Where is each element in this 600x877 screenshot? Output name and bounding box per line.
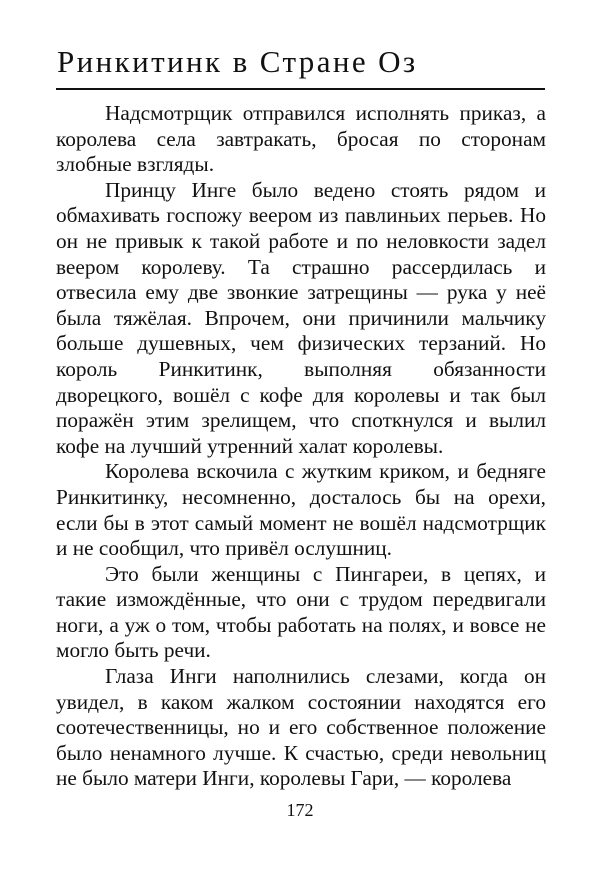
paragraph: Надсмотрщик отправился исполнять приказ, а королева села завтракать, бросая по сторонам злобные взгляды. <box>56 101 546 177</box>
page-number: 172 <box>286 800 314 820</box>
running-title: Ринкитинк в Стране Оз <box>57 44 418 79</box>
paragraph: Королева вскочила с жутким криком, и бедняге Ринкитинку, несомненно, досталось бы на орехи, если бы в этот самый момент не вошёл надсмотрщик и не сообщил, что привёл ослушниц. <box>56 459 546 561</box>
paragraph: Принцу Инге было ведено стоять рядом и обмахивать госпожу веером из павлиньих перьев. Но он не привык к такой работе и по неловкости задел веером королеву. Та страшно рассердилась и отвесила ему две звонкие затрещины — рука у неё была тяжёлая. Впрочем, они причинили мальчику больше душевных, чем физических терзаний. Но король Ринкитинк, выполняя обязанности дворецкого, вошёл с кофе для королевы и так был поражён этим зрелищем, что споткнулся и вылил кофе на лучший утренний халат королевы. <box>56 177 546 458</box>
body-text <box>56 101 546 792</box>
paragraph: Глаза Инги наполнились слезами, когда он увидел, в каком жалком состоянии находятся его соотечественницы, но и его собственное положение было ненамного лучше. К счастью, среди невольниц не было матери Инги, королевы Гари, — королева <box>56 664 546 791</box>
paragraph: Это были женщины с Пингареи, в цепях, и такие измождённые, что они с трудом передвигали ноги, а уж о том, чтобы работать на полях, и вовсе не могло быть речи. <box>56 561 546 663</box>
header-rule <box>56 88 545 90</box>
